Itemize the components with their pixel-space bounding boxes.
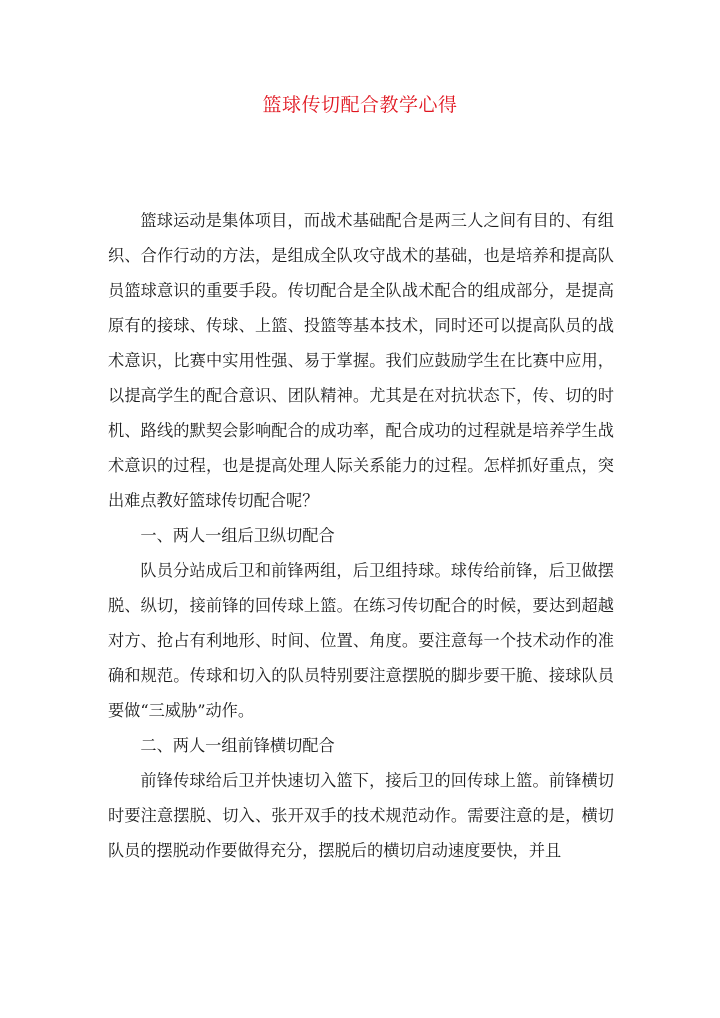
- section-heading-1: 一、两人一组后卫纵切配合: [140, 526, 335, 545]
- paragraph-section-1: 队员分站成后卫和前锋两组，后卫组持球。球传给前锋，后卫做摆脱、纵切，接前锋的回传球上篮。在练习传切配合的时候，要达到超越对方、抢占有利地形、时间、位置、角度。要注意每一个技术动作的准确和规范。传球和切入的队员特别要注意摆脱的脚步要干脆、接球队员要做“三威胁”动作。: [108, 561, 614, 720]
- paragraph-intro: 篮球运动是集体项目，而战术基础配合是两三人之间有目的、有组织、合作行动的方法，是组成全队攻守战术的基础，也是培养和提高队员篮球意识的重要手段。传切配合是全队战术配合的组成部分，是提高原有的接球、传球、上篮、投篮等基本技术，同时还可以提高队员的战术意识，比赛中实用性强、易于掌握。我们应鼓励学生在比赛中应用，以提高学生的配合意识、团队精神。尤其是在对抗状态下，传、切的时机、路线的默契会影响配合的成功率，配合成功的过程就是培养学生战术意识的过程，也是提高处理人际关系能力的过程。怎样抓好重点，突出难点教好篮球传切配合呢？: [108, 211, 614, 510]
- section-heading-2: 二、两人一组前锋横切配合: [140, 736, 335, 755]
- document-title: 篮球传切配合教学心得: [262, 94, 458, 116]
- document-body: [108, 203, 614, 868]
- paragraph-section-2: 前锋传球给后卫并快速切入篮下，接后卫的回传球上篮。前锋横切时要注意摆脱、切入、张开双手的技术规范动作。需要注意的是，横切队员的摆脱动作要做得充分，摆脱后的横切启动速度要快，并且: [108, 771, 614, 860]
